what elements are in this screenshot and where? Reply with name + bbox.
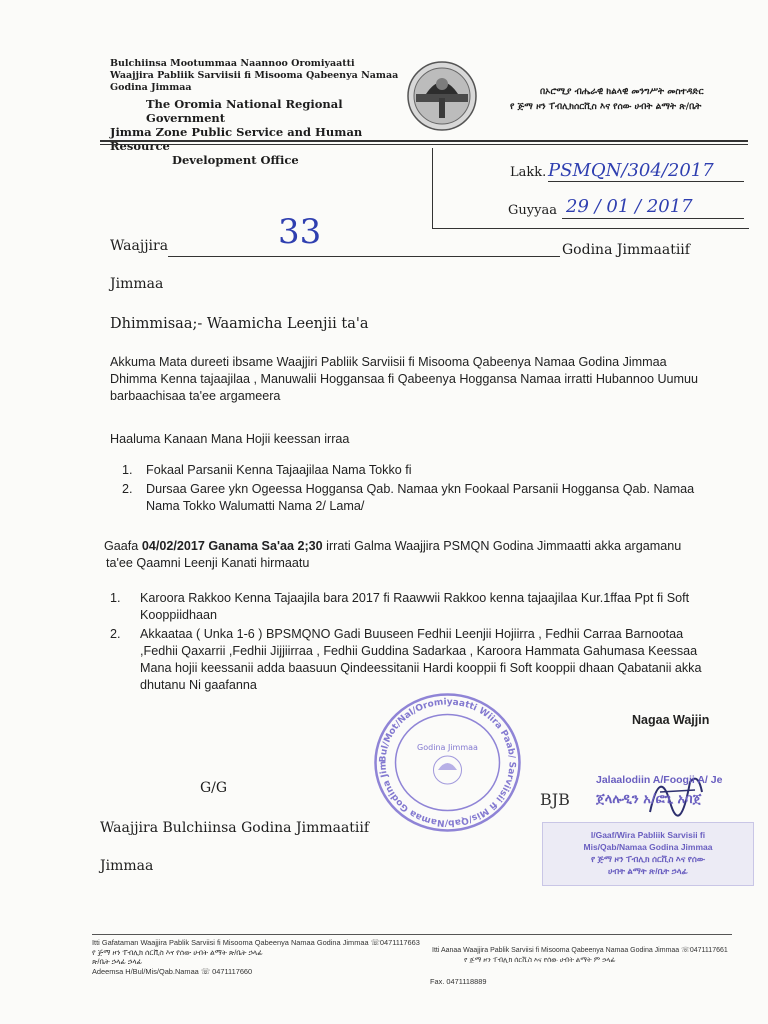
footer-line: Itti Gafataman Waajjira Pablik Sarviisi fi Misooma Qabeenya Namaa Godina Jimmaa ☏0471117663 — [92, 938, 420, 947]
recipient-label: Waajjira — [110, 238, 169, 254]
english-header-line-1: The Oromia National Regional Government — [146, 97, 343, 125]
guyyaa-handwritten-value: 29 / 01 / 2017 — [566, 196, 693, 217]
subject-line: Dhimmisaa;- Waamicha Leenjii ta'a — [110, 316, 369, 332]
lakk-underline — [548, 181, 744, 182]
amharic-header-line-1: በኦሮሚያ ብሔራዊ ክልላዊ መንግሥት መስተዳድር — [540, 87, 704, 97]
stamp-inner-text: Godina Jimmaa — [417, 743, 478, 752]
footer-right — [432, 946, 752, 965]
gaafa-date-time: 04/02/2017 Ganama Sa'aa 2;30 — [141, 539, 323, 553]
english-header-line-2: Jimma Zone Public Service and Human Resource — [110, 125, 363, 153]
cc-gg: G/G — [200, 780, 228, 796]
recipient-suffix: Godina Jimmaatiif — [562, 242, 690, 258]
recipient-handwritten-number: 33 — [278, 212, 322, 252]
list-item-number: 2. — [122, 482, 133, 496]
paragraph-1-line: Akkuma Mata dureeti ibsame Waajjiri Pabliik Sarviisii fi Misooma Qabeenya Namaa Godina Jimmaa — [110, 355, 667, 369]
closing-text: Nagaa Wajjin — [632, 713, 710, 727]
paragraph-1-line: Dhimma Kenna tajaajilaa , Manuwalii Hoggansaa fi Qabeenya Hoggansa Namaa irratti Hubannoo Uumuu — [110, 372, 699, 386]
list-item-text: ,Fedhii Qaxarrii ,Fedhii Jijjiirraa , Fedhii Guddina Sadarkaa , Karoora Hammata Gahumasa Keessaa — [140, 644, 698, 658]
footer-rule — [92, 934, 732, 935]
footer-line: Adeemsa H/Bul/Mis/Qab.Namaa ☏ 0471117660 — [92, 966, 253, 976]
english-header-line-3: Development Office — [172, 153, 299, 167]
list-item — [122, 462, 752, 479]
guyyaa-underline — [562, 218, 744, 219]
footer-line: ጽ/ቤት ኃላፊ ኃላፊ — [92, 957, 143, 966]
list-item-text: Karoora Rakkoo Kenna Tajaajila bara 2017 fi Raawwii Rakkoo kenna tajaajilaa Kur.1ffaa Ppt fi Soft — [140, 591, 690, 605]
footer-line: የ ጅማ ዞን ፐብሊክ ሰርቪስ እና የሰው ሀብት ልማት ጽ/ቤት ኃላፊ — [92, 947, 263, 957]
list-item-text: Mana hojii keessanii adda baasuun Qindeessitanii Hardi kooppii fi Soft kooppii dhaan Qabatanii akka — [140, 661, 702, 675]
list-item-text: Kooppiidhaan — [140, 608, 218, 622]
signature-name-stamp: Jalaalodiin A/Foogii A/ Je — [596, 774, 723, 786]
list-item-number: 2. — [110, 627, 121, 641]
gaafa-paragraph — [104, 538, 754, 572]
guyyaa-label: Guyyaa — [508, 203, 557, 218]
gaafa-prefix: Gaafa — [104, 539, 139, 553]
signature-initials: BJB — [540, 790, 570, 809]
header-rule-bottom — [100, 144, 748, 145]
list-1 — [122, 462, 752, 515]
oromo-header-line-3: Godina Jimmaa — [110, 82, 192, 93]
stamp-box-line: ሀብት ልማት ጽ/ቤት ኃላፊ — [608, 866, 688, 876]
footer-line: የ ጅማ ዞን ፐብሊክ ሰርቪስ እና የሰው ሀብት ልማት ም ኃላፊ — [464, 956, 616, 964]
gaafa-line-2: ta'ee Qaamni Leenji Kanati hirmaatu — [106, 556, 310, 570]
list-item-text: Akkaataa ( Unka 1-6 ) BPSMQNO Gadi Buuseen Fedhii Leenjii Hojiirra , Fedhii Carraa Barnootaa — [140, 627, 684, 641]
signature-amharic-name: ጀላሉዲን አ/ፎጊ አባጀ — [596, 792, 702, 807]
cc-recipient: Waajjira Bulchiinsa Godina Jimmaatiif — [100, 820, 370, 836]
list-item — [122, 481, 752, 515]
recipient-city: Jimmaa — [110, 276, 164, 292]
footer-fax: Fax. 0471118889 — [430, 977, 487, 986]
stamp-ring-text: Bul/Mot/Nal/Oromiyaatti Wiira Paab/ Sarviisii fi Mis/Qab/Namaa Godina Jim — [378, 697, 517, 828]
oromo-header-line-1: Bulchiinsa Mootummaa Naannoo Oromiyaatti — [110, 58, 355, 69]
amharic-header — [510, 85, 760, 115]
letterhead — [110, 58, 410, 167]
round-official-stamp — [370, 690, 525, 835]
oromo-header-line-2: Waajjira Pabliik Sarviisii fi Misooma Qabeenya Namaa — [110, 70, 399, 81]
list-2 — [110, 590, 754, 694]
list-item-text: Fokaal Parsanii Kenna Tajaajilaa Nama Tokko fi — [146, 463, 412, 477]
list-item-text: dhutanu Ni gaafanna — [140, 678, 257, 692]
list-item-number: 1. — [122, 463, 133, 477]
paragraph-2-intro: Haaluma Kanaan Mana Hojii keessan irraa — [110, 432, 350, 446]
lakk-label: Lakk. — [510, 165, 547, 180]
list-item-number: 1. — [110, 591, 121, 605]
oromia-emblem-logo — [402, 60, 482, 132]
stamp-box-line: I/Gaaf/Wira Pabliik Sarvisii fi — [590, 830, 706, 840]
stamp-box-line: የ ጅማ ዞን ፐብሊክ ሰርቪስ እና የሰው — [590, 854, 706, 864]
footer-left — [92, 938, 432, 976]
list-item-text: Nama Tokko Walumatti Nama 2/ Lama/ — [146, 499, 365, 513]
list-item-text: Dursaa Garee ykn Ogeessa Hoggansa Qab. Namaa ykn Fookaal Parsanii Hoggansa Qab. Namaa — [146, 482, 695, 496]
footer-line: Itti Aanaa Waajjira Pablik Sarviisi fi Misooma Qabeenya Namaa Godina Jimmaa ☏0471117661 — [432, 947, 728, 954]
cc-city: Jimmaa — [100, 858, 154, 874]
gaafa-rest: irrati Galma Waajjira PSMQN Godina Jimmaatti akka argamanu — [322, 539, 682, 553]
list-item — [110, 590, 754, 624]
lakk-handwritten-value: PSMQN/304/2017 — [548, 160, 714, 181]
list-item — [110, 626, 754, 694]
title-stamp-box — [542, 822, 754, 886]
header-rule-top — [100, 140, 748, 142]
amharic-header-line-2: የ ጅማ ዞን ፐብሊክሰርቪስ እና የሰው ሀብት ልማት ጽ/ቤት — [510, 102, 702, 112]
stamp-box-line: Mis/Qab/Namaa Godina Jimmaa — [583, 842, 713, 852]
paragraph-1-line: barbaachisaa ta'ee argameera — [110, 389, 281, 403]
paragraph-1 — [110, 354, 750, 405]
recipient-underline — [168, 256, 560, 257]
